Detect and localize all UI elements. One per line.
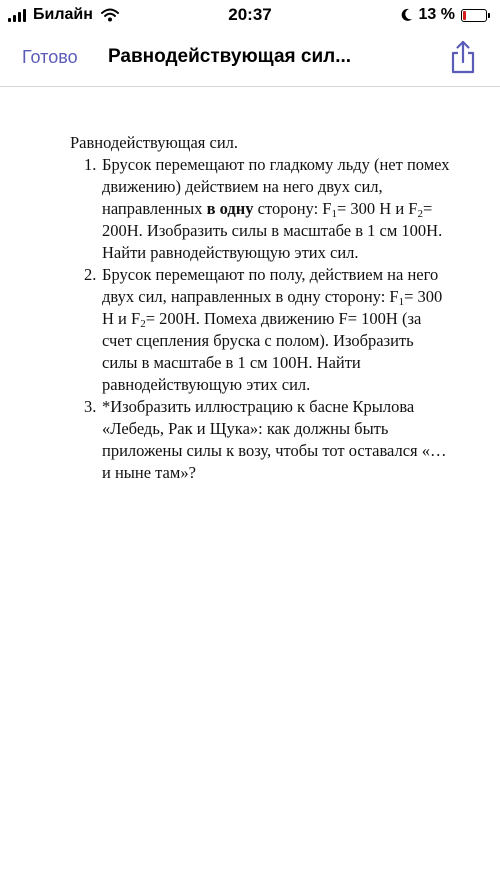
item-bold-text: в одну — [206, 199, 254, 218]
battery-fill — [463, 11, 466, 20]
carrier-name: Билайн — [33, 6, 93, 23]
list-item — [70, 264, 450, 396]
share-icon[interactable] — [449, 40, 477, 74]
document-heading: Равнодействующая сил. — [70, 133, 239, 152]
nav-bar — [0, 30, 500, 87]
moon-icon — [400, 8, 413, 22]
item-text: Брусок перемещают по полу, действием на него двух сил, направленных в одну сторону: F — [102, 265, 439, 306]
done-button[interactable]: Готово — [22, 47, 78, 67]
item-number: 3. — [84, 397, 97, 416]
task-list — [70, 154, 450, 484]
clock: 20:37 — [228, 5, 272, 24]
item-text: = 200Н. Помеха движению F= 100Н (за счет сцепления бруска с полом). Изобразить силы в масштабе в 1 см 100Н. Найти равнодействующую этих сил. — [102, 309, 422, 394]
item-text: *Изобразить иллюстрацию к басне Крылова «Лебедь, Рак и Щука»: как должны быть приложены силы к возу, чтобы тот оставался «…и ныне там»? — [102, 397, 447, 482]
subscript: 2 — [140, 318, 146, 330]
item-text: Брусок перемещают по гладкому льду (нет помех движению) действием на него двух сил, направленных — [102, 155, 450, 218]
page-title: Равнодействующая сил... — [108, 46, 352, 67]
item-text: = 300 Н и F — [102, 287, 443, 328]
list-item — [70, 396, 450, 484]
battery-tip — [488, 13, 490, 18]
document-page — [70, 132, 450, 484]
item-number: 1. — [84, 155, 97, 174]
subscript: 2 — [417, 208, 423, 220]
item-text: = 200Н. Изобразить силы в масштабе в 1 см 100Н. Найти равнодействующую этих сил. — [102, 199, 443, 262]
battery-percent: 13 % — [418, 6, 455, 23]
subscript: 1 — [398, 296, 405, 308]
item-text: сторону: F — [253, 199, 332, 218]
status-bar — [0, 0, 500, 30]
status-right — [400, 6, 490, 24]
item-number: 2. — [84, 265, 97, 284]
battery-icon — [461, 9, 487, 22]
list-item — [70, 154, 450, 264]
item-text: = 300 Н и F — [336, 199, 418, 218]
subscript: 1 — [331, 208, 337, 220]
